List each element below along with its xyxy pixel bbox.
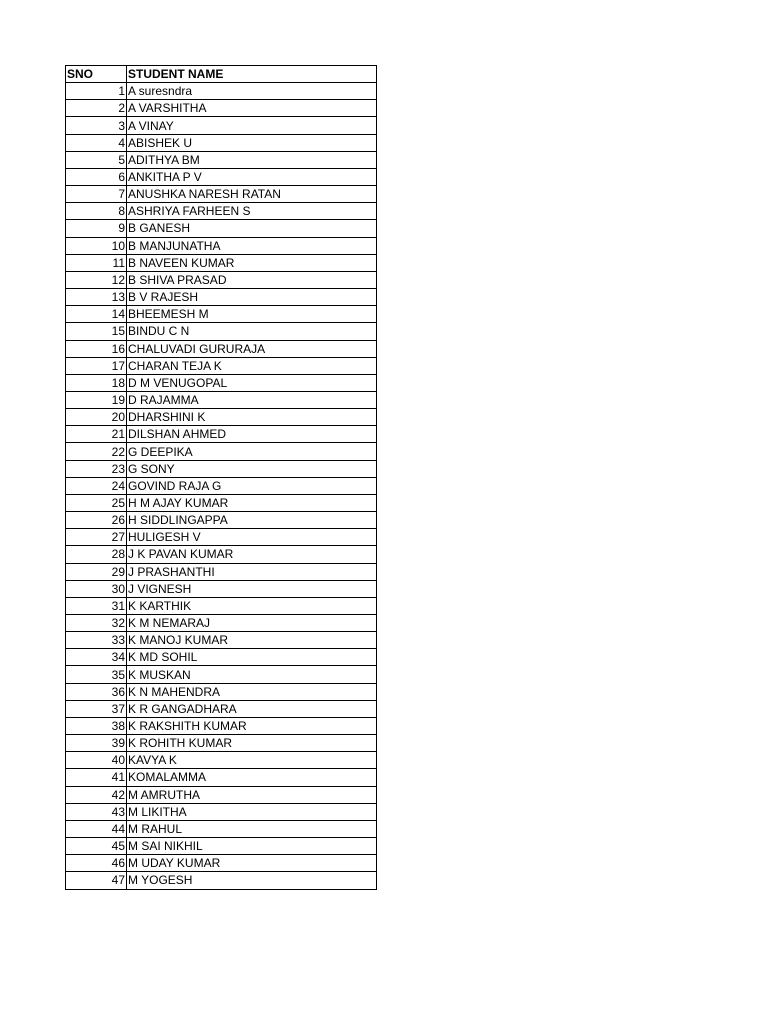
sno-cell: 26 <box>66 512 127 529</box>
student-name-cell: H SIDDLINGAPPA <box>127 512 377 529</box>
table-row <box>66 838 377 855</box>
table-row <box>66 855 377 872</box>
sno-cell: 25 <box>66 494 127 511</box>
student-name-cell: M LIKITHA <box>127 803 377 820</box>
sno-cell: 8 <box>66 203 127 220</box>
student-name-cell: BINDU C N <box>127 323 377 340</box>
table-row <box>66 597 377 614</box>
header-row <box>66 66 377 83</box>
table-row <box>66 546 377 563</box>
table-row <box>66 340 377 357</box>
sno-cell: 17 <box>66 357 127 374</box>
student-name-cell: ADITHYA BM <box>127 151 377 168</box>
student-name-cell: B SHIVA PRASAD <box>127 271 377 288</box>
student-name-cell: CHALUVADI GURURAJA <box>127 340 377 357</box>
table-row <box>66 151 377 168</box>
sno-cell: 7 <box>66 186 127 203</box>
table-row <box>66 220 377 237</box>
student-name-cell: DHARSHINI K <box>127 409 377 426</box>
sno-cell: 14 <box>66 306 127 323</box>
sno-cell: 35 <box>66 666 127 683</box>
sno-cell: 39 <box>66 735 127 752</box>
sno-cell: 2 <box>66 100 127 117</box>
table-row <box>66 786 377 803</box>
table-row <box>66 186 377 203</box>
student-name-cell: K M NEMARAJ <box>127 615 377 632</box>
sno-cell: 37 <box>66 700 127 717</box>
student-name-cell: K ROHITH KUMAR <box>127 735 377 752</box>
student-name-cell: J K PAVAN KUMAR <box>127 546 377 563</box>
student-name-cell: KAVYA K <box>127 752 377 769</box>
sno-cell: 45 <box>66 838 127 855</box>
student-name-cell: G SONY <box>127 460 377 477</box>
student-name-cell: CHARAN TEJA K <box>127 357 377 374</box>
sno-cell: 41 <box>66 769 127 786</box>
student-name-cell: H M AJAY KUMAR <box>127 494 377 511</box>
sno-cell: 24 <box>66 477 127 494</box>
student-name-cell: ASHRIYA FARHEEN S <box>127 203 377 220</box>
sno-cell: 31 <box>66 597 127 614</box>
student-table <box>65 65 377 890</box>
student-name-cell: ABISHEK U <box>127 134 377 151</box>
sno-cell: 20 <box>66 409 127 426</box>
table-row <box>66 632 377 649</box>
student-name-cell: B NAVEEN KUMAR <box>127 254 377 271</box>
sno-cell: 34 <box>66 649 127 666</box>
student-name-cell: K MUSKAN <box>127 666 377 683</box>
table-row <box>66 717 377 734</box>
student-name-cell: K MD SOHIL <box>127 649 377 666</box>
table-row <box>66 391 377 408</box>
student-rows <box>66 83 377 889</box>
sno-cell: 33 <box>66 632 127 649</box>
student-name-cell: DILSHAN AHMED <box>127 426 377 443</box>
student-name-cell: M RAHUL <box>127 820 377 837</box>
table-row <box>66 820 377 837</box>
table-row <box>66 460 377 477</box>
table-row <box>66 580 377 597</box>
sno-cell: 4 <box>66 134 127 151</box>
student-name-cell: KOMALAMMA <box>127 769 377 786</box>
student-name-cell: ANKITHA P V <box>127 168 377 185</box>
student-name-cell: D RAJAMMA <box>127 391 377 408</box>
student-name-cell: K MANOJ KUMAR <box>127 632 377 649</box>
student-name-cell: B MANJUNATHA <box>127 237 377 254</box>
table-row <box>66 117 377 134</box>
table-row <box>66 752 377 769</box>
sno-cell: 40 <box>66 752 127 769</box>
student-name-cell: K R GANGADHARA <box>127 700 377 717</box>
sno-cell: 28 <box>66 546 127 563</box>
sno-cell: 23 <box>66 460 127 477</box>
student-name-cell: G DEEPIKA <box>127 443 377 460</box>
table-row <box>66 426 377 443</box>
student-name-cell: M SAI NIKHIL <box>127 838 377 855</box>
student-name-cell: B GANESH <box>127 220 377 237</box>
student-name-cell: M UDAY KUMAR <box>127 855 377 872</box>
student-name-cell: D M VENUGOPAL <box>127 374 377 391</box>
header-sno: SNO <box>66 66 127 83</box>
sno-cell: 6 <box>66 168 127 185</box>
sno-cell: 12 <box>66 271 127 288</box>
sno-cell: 44 <box>66 820 127 837</box>
sno-cell: 36 <box>66 683 127 700</box>
student-name-cell: J VIGNESH <box>127 580 377 597</box>
sno-cell: 27 <box>66 529 127 546</box>
sno-cell: 47 <box>66 872 127 889</box>
sno-cell: 38 <box>66 717 127 734</box>
table-row <box>66 666 377 683</box>
student-name-cell: HULIGESH V <box>127 529 377 546</box>
student-name-cell: GOVIND RAJA G <box>127 477 377 494</box>
table-row <box>66 615 377 632</box>
student-name-cell: M AMRUTHA <box>127 786 377 803</box>
sno-cell: 5 <box>66 151 127 168</box>
sno-cell: 11 <box>66 254 127 271</box>
table-row <box>66 443 377 460</box>
sno-cell: 16 <box>66 340 127 357</box>
table-row <box>66 529 377 546</box>
sno-cell: 3 <box>66 117 127 134</box>
sno-cell: 15 <box>66 323 127 340</box>
table-row <box>66 769 377 786</box>
table-row <box>66 168 377 185</box>
table-row <box>66 512 377 529</box>
table-row <box>66 237 377 254</box>
table-row <box>66 683 377 700</box>
sno-cell: 21 <box>66 426 127 443</box>
student-name-cell: K RAKSHITH KUMAR <box>127 717 377 734</box>
table-row <box>66 83 377 100</box>
student-name-cell: A VARSHITHA <box>127 100 377 117</box>
table-row <box>66 271 377 288</box>
student-name-cell: J PRASHANTHI <box>127 563 377 580</box>
sno-cell: 30 <box>66 580 127 597</box>
table-row <box>66 203 377 220</box>
student-name-cell: ANUSHKA NARESH RATAN <box>127 186 377 203</box>
table-row <box>66 700 377 717</box>
student-name-cell: B V RAJESH <box>127 289 377 306</box>
table-row <box>66 289 377 306</box>
sno-cell: 18 <box>66 374 127 391</box>
table-row <box>66 477 377 494</box>
sno-cell: 43 <box>66 803 127 820</box>
sno-cell: 46 <box>66 855 127 872</box>
table-row <box>66 494 377 511</box>
sno-cell: 42 <box>66 786 127 803</box>
table-row <box>66 100 377 117</box>
header-student-name: STUDENT NAME <box>127 66 377 83</box>
student-name-cell: A suresndra <box>127 83 377 100</box>
sno-cell: 1 <box>66 83 127 100</box>
student-name-cell: BHEEMESH M <box>127 306 377 323</box>
table-row <box>66 357 377 374</box>
sno-cell: 29 <box>66 563 127 580</box>
table-row <box>66 254 377 271</box>
table-row <box>66 409 377 426</box>
student-name-cell: K N MAHENDRA <box>127 683 377 700</box>
sno-cell: 32 <box>66 615 127 632</box>
sno-cell: 13 <box>66 289 127 306</box>
student-list-sheet <box>65 65 377 890</box>
sno-cell: 10 <box>66 237 127 254</box>
table-row <box>66 374 377 391</box>
table-row <box>66 306 377 323</box>
table-row <box>66 649 377 666</box>
table-row <box>66 735 377 752</box>
student-name-cell: A VINAY <box>127 117 377 134</box>
table-row <box>66 563 377 580</box>
sno-cell: 19 <box>66 391 127 408</box>
table-row <box>66 872 377 889</box>
table-row <box>66 134 377 151</box>
sno-cell: 9 <box>66 220 127 237</box>
student-name-cell: M YOGESH <box>127 872 377 889</box>
student-name-cell: K KARTHIK <box>127 597 377 614</box>
table-row <box>66 803 377 820</box>
sno-cell: 22 <box>66 443 127 460</box>
table-row <box>66 323 377 340</box>
